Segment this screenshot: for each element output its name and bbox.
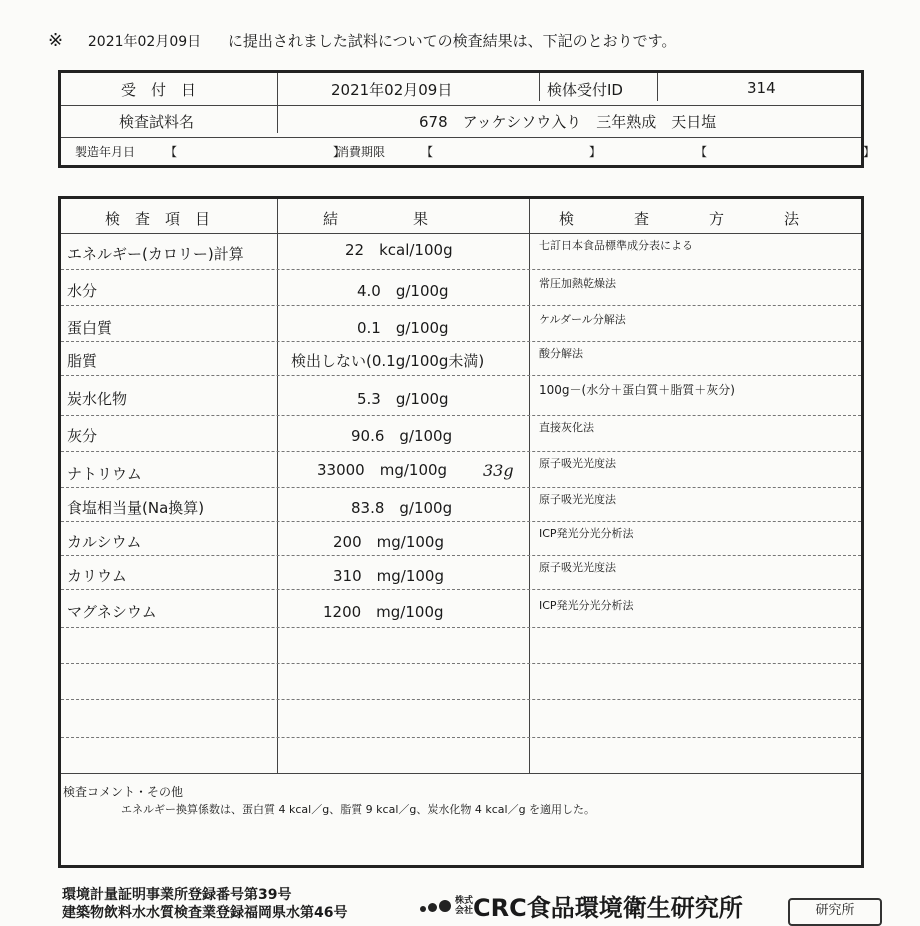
- specimen-id-label: 検体受付ID: [547, 81, 623, 99]
- row-method: ICP発光分光分析法: [539, 599, 634, 612]
- row-item: エネルギー(カロリー)計算: [67, 245, 244, 263]
- row-item: 灰分: [67, 427, 98, 445]
- row-method: 100g－(水分＋蛋白質＋脂質＋灰分): [539, 383, 735, 397]
- row-result: 22 kcal/100g: [345, 241, 453, 259]
- intro-text: に提出されました試料についての検査結果は、下記のとおりです。: [227, 32, 677, 50]
- intro-date: 2021年02月09日: [87, 34, 202, 50]
- row-method: ICP発光分光分析法: [539, 527, 634, 540]
- row-item: ナトリウム: [67, 465, 142, 483]
- row-item: マグネシウム: [67, 603, 157, 621]
- row-result: 0.1 g/100g: [357, 319, 449, 337]
- header-method: 検 査 方 法: [559, 210, 800, 228]
- row-method: 原子吸光光度法: [539, 493, 616, 506]
- row-method: 常圧加熱乾燥法: [539, 277, 616, 290]
- mfg-date-label: 製造年月日: [75, 145, 136, 159]
- header-result: 結 果: [323, 210, 429, 228]
- comments-text: エネルギー換算係数は、蛋白質 4 kcal／g、脂質 9 kcal／g、炭水化物 4 kcal／g を適用した。: [121, 803, 596, 816]
- row-method: ケルダール分解法: [539, 313, 626, 326]
- company-type: 株式会社: [455, 895, 474, 916]
- expiry-label: 消費期限: [337, 145, 386, 159]
- sample-name-value: 678 アッケシソウ入り 三年熟成 天日塩: [419, 113, 717, 131]
- row-method: 原子吸光光度法: [539, 457, 616, 470]
- row-item: カルシウム: [67, 533, 142, 551]
- row-result: 検出しない(0.1g/100g未満): [291, 352, 485, 370]
- expiry-value: 【 】: [421, 145, 604, 159]
- row-item: 炭水化物: [67, 390, 128, 408]
- received-date-value: 2021年02月09日: [331, 81, 453, 99]
- mfg-date-value: 【 】: [165, 145, 348, 159]
- row-result: 310 mg/100g: [333, 567, 444, 585]
- company-logo: [420, 888, 743, 923]
- intro-line: [48, 30, 676, 51]
- registration-line-2: 建築物飲料水水質検査業登録福岡県水第46号: [62, 905, 348, 921]
- reference-mark: ※: [48, 30, 64, 51]
- row-method: 七訂日本食品標準成分表による: [539, 239, 693, 252]
- logo-dots-icon: [420, 900, 451, 912]
- row-item: 食塩相当量(Na換算): [67, 499, 205, 517]
- specimen-id-value: 314: [747, 79, 776, 97]
- row-item: 水分: [67, 282, 98, 300]
- received-date-label: 受 付 日: [121, 81, 197, 99]
- row-item: カリウム: [67, 567, 127, 585]
- row-result: 33000 mg/100g: [317, 461, 448, 479]
- extra-value: 【 】: [695, 145, 878, 159]
- handwritten-note: 33g: [483, 461, 514, 480]
- comments-label: 検査コメント・その他: [63, 785, 184, 799]
- row-item: 蛋白質: [67, 319, 113, 337]
- company-seal: 研究所: [788, 898, 882, 926]
- row-result: 5.3 g/100g: [357, 390, 449, 408]
- row-result: 1200 mg/100g: [323, 603, 444, 621]
- registration-line-1: 環境計量証明事業所登録番号第39号: [62, 887, 292, 903]
- company-name: CRC食品環境衛生研究所: [473, 894, 743, 922]
- row-result: 200 mg/100g: [333, 533, 444, 551]
- sample-info-box: [58, 70, 878, 168]
- row-method: 原子吸光光度法: [539, 561, 616, 574]
- header-item: 検 査 項 目: [105, 210, 211, 228]
- sample-name-label: 検査試料名: [119, 113, 195, 131]
- row-item: 脂質: [67, 352, 98, 370]
- row-method: 酸分解法: [539, 347, 583, 360]
- row-result: 83.8 g/100g: [351, 499, 453, 517]
- row-method: 直接灰化法: [539, 421, 594, 434]
- row-result: 90.6 g/100g: [351, 427, 453, 445]
- test-results-box: [58, 196, 864, 868]
- row-result: 4.0 g/100g: [357, 282, 449, 300]
